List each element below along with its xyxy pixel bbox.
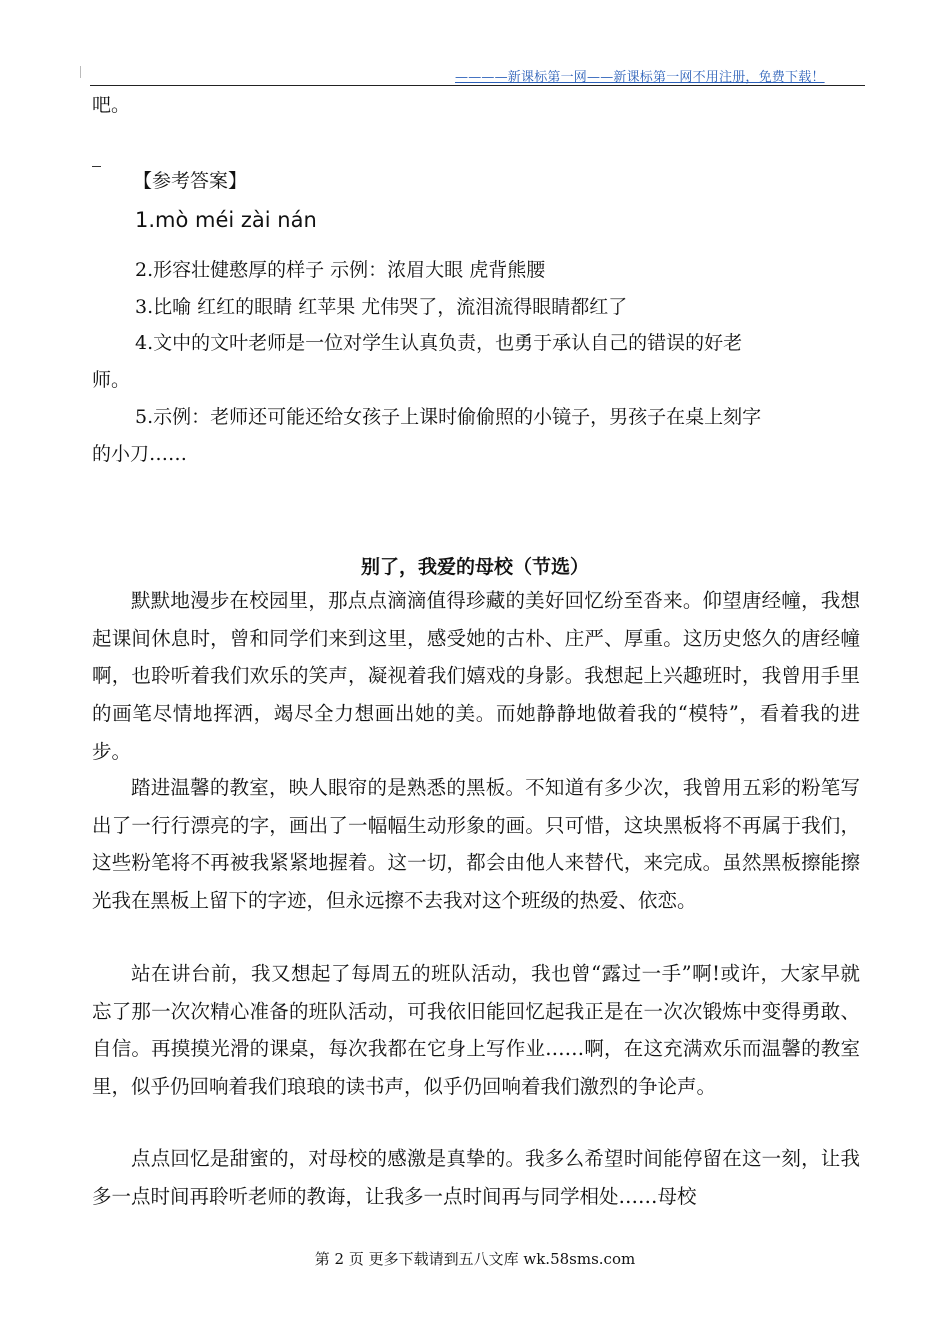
answer-item-2: 2.形容壮健憨厚的样子 示例：浓眉大眼 虎背熊腰 bbox=[135, 259, 546, 281]
answer-item-3: 3.比喻 红红的眼睛 红苹果 尤伟哭了，流泪流得眼睛都红了 bbox=[135, 296, 628, 318]
header-site-link[interactable]: ————新课标第一网——新课标第一网不用注册，免费下载！ bbox=[455, 70, 825, 85]
article-paragraph-3: 站在讲台前，我又想起了每周五的班队活动，我也曾“露过一手”啊!或许，大家早就忘了那一次次精心准备的班队活动，可我依旧能回忆起我正是在一次次锻炼中变得勇敢、自信。再摸摸光滑的课桌，每次我都在它身上写作业……啊，在这充满欢乐而温馨的教室里，似乎仍回响着我们琅琅的读书声，似乎仍回响着我们激烈的争论声。 bbox=[92, 962, 860, 1099]
answer-item-5: 5.示例：老师还可能还给女孩子上课时偷偷照的小镜子，男孩子在桌上刻字 bbox=[135, 406, 762, 428]
margin-mark bbox=[80, 66, 81, 78]
article-paragraph-2: 踏进温馨的教室，映人眼帘的是熟悉的黑板。不知道有多少次，我曾用五彩的粉笔写出了一行行漂亮的字，画出了一幅幅生动形象的画。只可惜，这块黑板将不再属于我们，这些粉笔将不再被我紧紧地握着。这一切，都会由他人来替代，来完成。虽然黑板擦能擦光我在黑板上留下的字迹，但永远擦不去我对这个班级的热爱、依恋。 bbox=[92, 776, 860, 913]
article-paragraph-4: 点点回忆是甜蜜的，对母校的感激是真挚的。我多么希望时间能停留在这一刻，让我多一点时间再聆听老师的教诲，让我多一点时间再与同学相处……母校 bbox=[92, 1147, 860, 1208]
answer-item-4-cont: 师。 bbox=[92, 369, 131, 391]
page-footer: 第 2 页 更多下载请到五八文库 wk.58sms.com bbox=[314, 1250, 636, 1268]
answer-item-5-cont: 的小刀…… bbox=[92, 443, 188, 465]
article-paragraph-1: 默默地漫步在校园里，那点点滴滴值得珍藏的美好回忆纷至沓来。仰望唐经幢，我想起课间休息时，曾和同学们来到这里，感受她的古朴、庄严、厚重。这历史悠久的唐经幢啊，也聆听着我们欢乐的笑声，凝视着我们嬉戏的身影。我想起上兴趣班时，我曾用手里的画笔尽情地挥洒，竭尽全力想画出她的美。而她静静地做着我的“模特”，看着我的进步。 bbox=[92, 589, 860, 763]
answers-heading: 【参考答案】 bbox=[133, 170, 248, 192]
answer-item-1: 1.mò méi zài nán bbox=[135, 208, 317, 232]
header-divider bbox=[90, 85, 865, 86]
continuation-text: 吧。 bbox=[92, 94, 131, 116]
article-title: 别了，我爱的母校（节选） bbox=[360, 556, 589, 578]
text-cursor-mark bbox=[92, 166, 101, 167]
answer-item-4: 4.文中的文叶老师是一位对学生认真负责，也勇于承认自己的错误的好老 bbox=[135, 332, 743, 354]
